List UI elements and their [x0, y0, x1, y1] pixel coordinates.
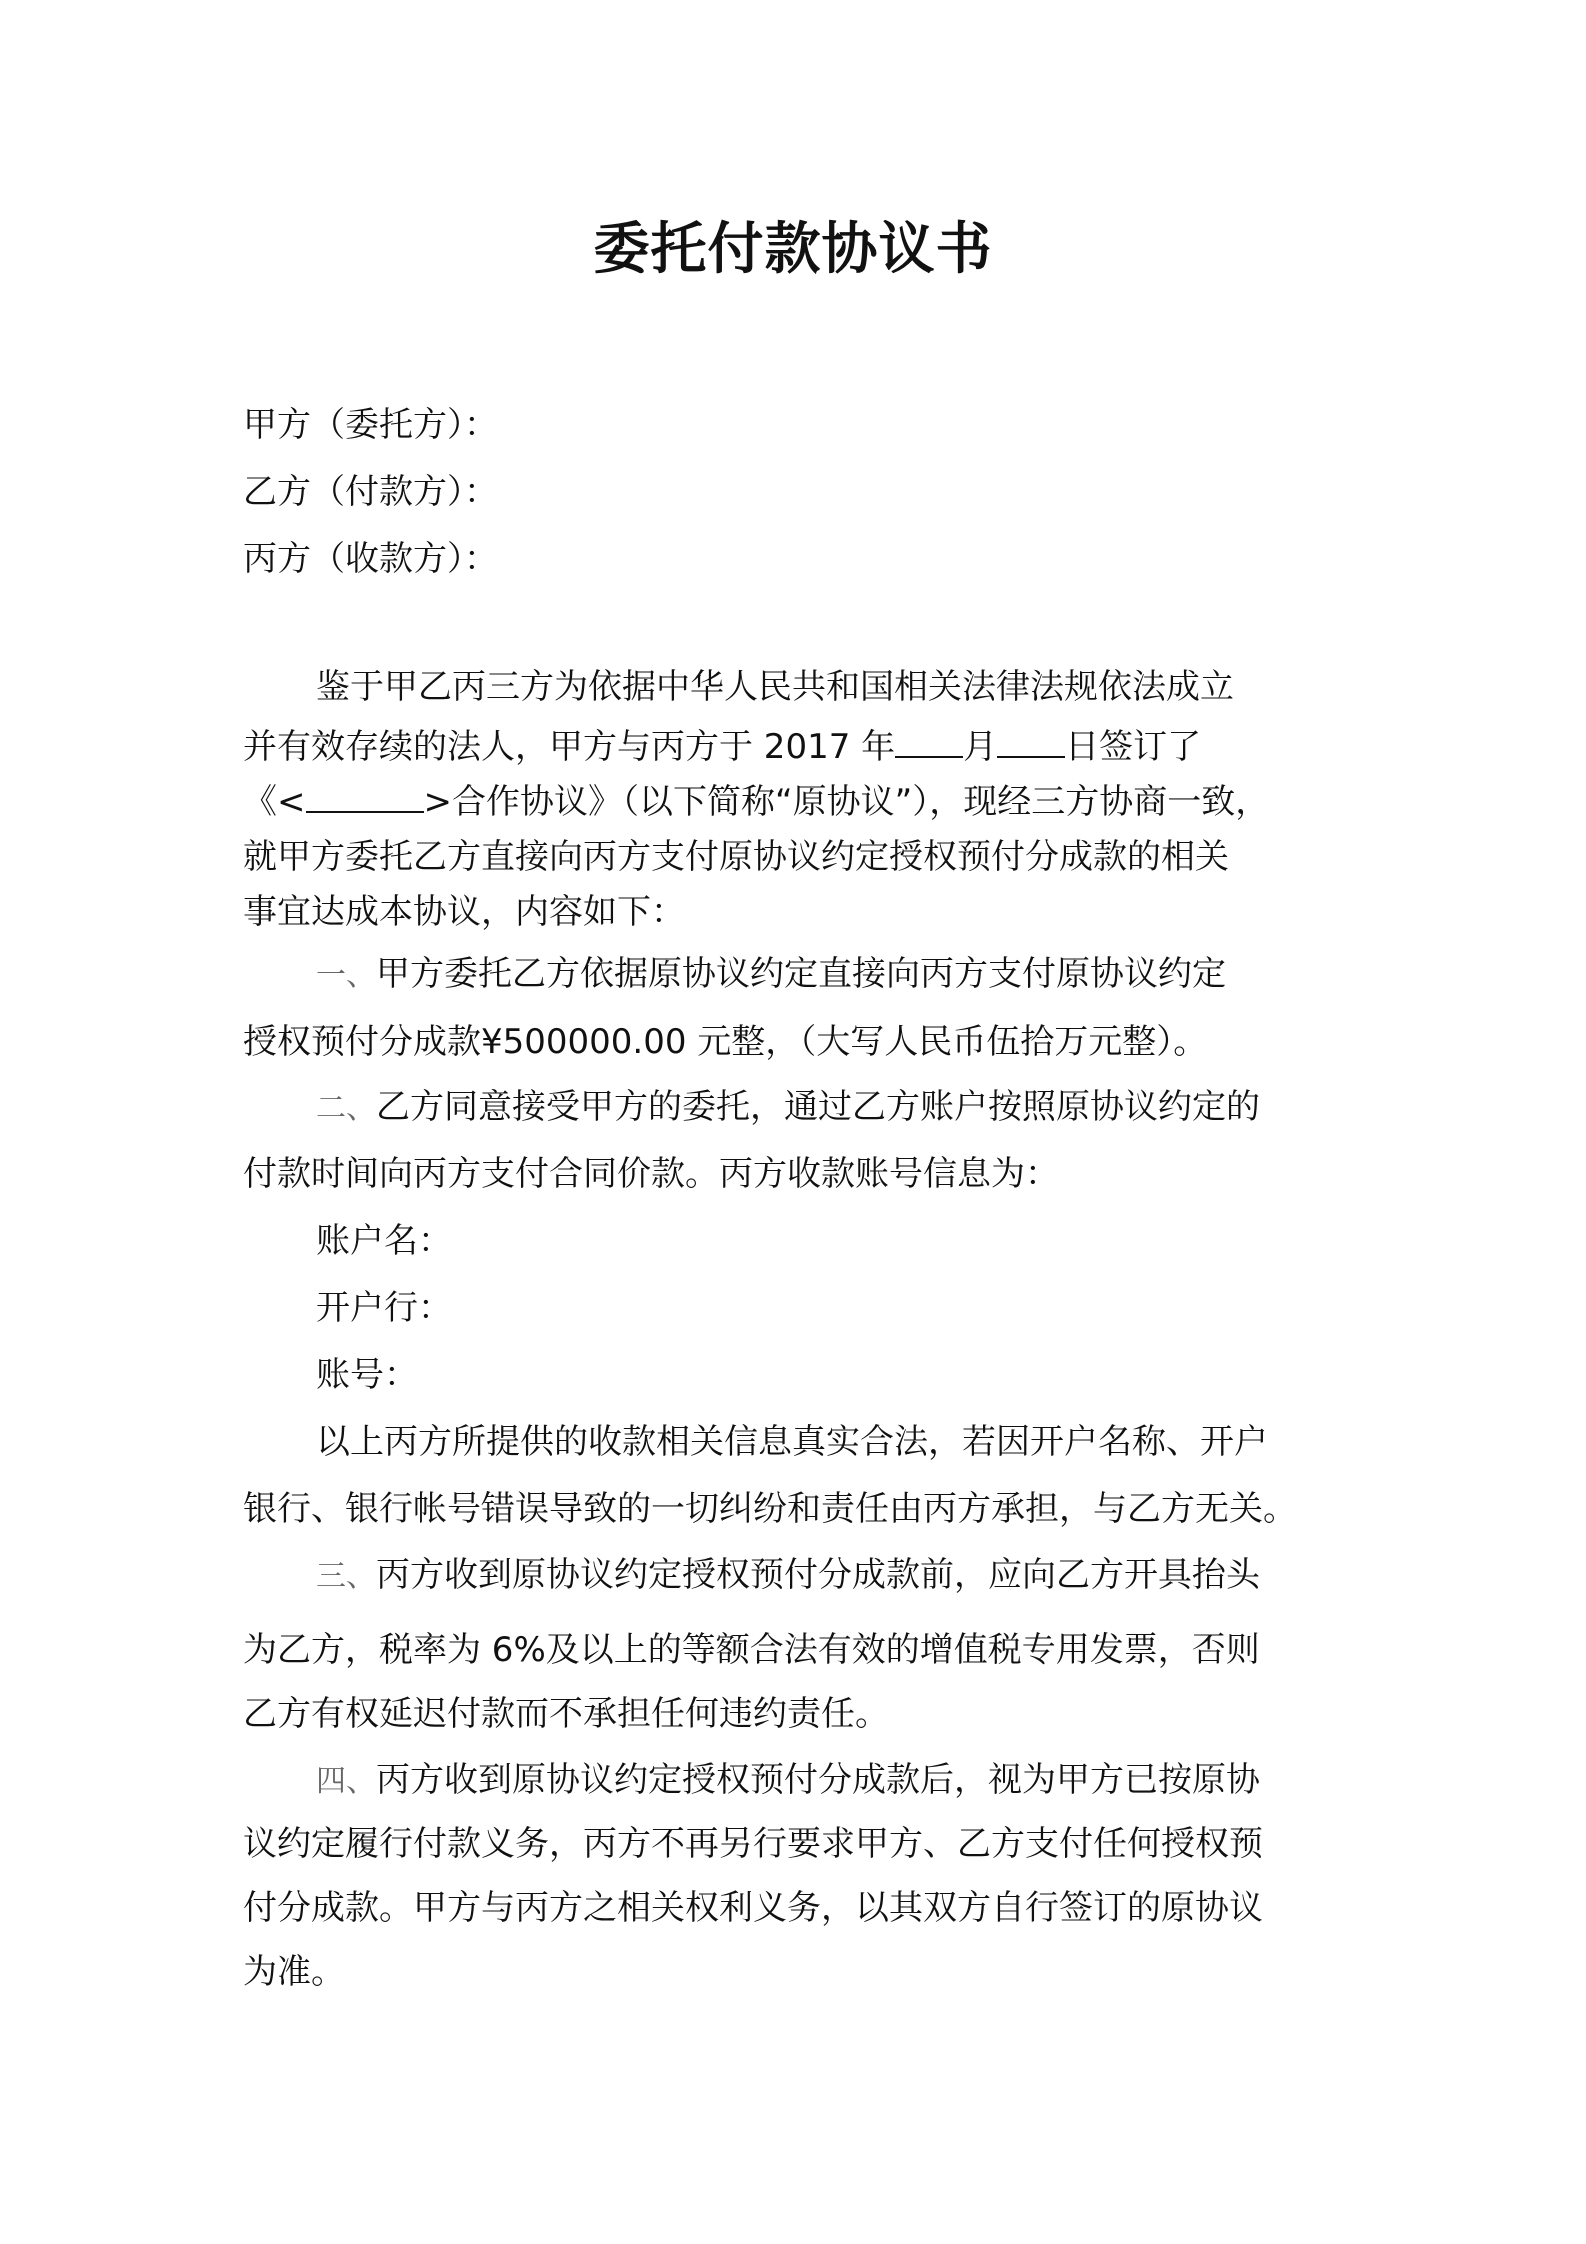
preamble-line-1: 鉴于甲乙丙三方为依据中华人民共和国相关法律法规依法成立 [316, 667, 1234, 707]
clause-1-line-1 [316, 952, 1226, 998]
clause-2-note-line-2: 银行、银行帐号错误导致的一切纠纷和责任由丙方承担，与乙方无关。 [243, 1489, 1297, 1529]
clause-3-number: 三、 [316, 1559, 376, 1594]
clause-4-line-1 [316, 1758, 1260, 1804]
party-c-line: 丙方（收款方）： [243, 539, 498, 579]
account-name-line: 账户名： [316, 1221, 452, 1261]
account-number-line: 账号： [316, 1355, 418, 1395]
clause-2-number: 二、 [316, 1091, 376, 1126]
clause-3-line-1 [316, 1553, 1260, 1599]
month-label: 月 [963, 727, 998, 767]
clause-1-number: 一、 [316, 958, 376, 993]
preamble-line-2 [243, 725, 1201, 769]
clause-3-line-2: 为乙方，税率为 6%及以上的等额合法有效的增值税专用发票，否则 [243, 1630, 1260, 1670]
clause-2-text: 乙方同意接受甲方的委托，通过乙方账户按照原协议约定的 [376, 1087, 1260, 1127]
party-b-line: 乙方（付款方）： [243, 472, 498, 512]
clause-2-line-1 [316, 1085, 1260, 1131]
agreement-name-close: >合作协议》（以下简称“原协议”），现经三方协商一致， [423, 782, 1270, 822]
agreement-name-open: 《< [243, 782, 306, 822]
clause-2-line-2: 付款时间向丙方支付合同价款。丙方收款账号信息为： [243, 1154, 1059, 1194]
clause-3-line-3: 乙方有权延迟付款而不承担任何违约责任。 [243, 1694, 889, 1734]
document-title: 委托付款协议书 [593, 217, 993, 282]
clause-4-line-2: 议约定履行付款义务，丙方不再另行要求甲方、乙方支付任何授权预 [243, 1824, 1263, 1864]
preamble-line-4: 就甲方委托乙方直接向丙方支付原协议约定授权预付分成款的相关 [243, 837, 1229, 877]
day-blank [997, 726, 1065, 758]
preamble-line-3 [243, 780, 1269, 824]
clause-4-number: 四、 [316, 1764, 376, 1799]
day-label: 日签订了 [1065, 727, 1202, 767]
clause-4-line-4: 为准。 [243, 1952, 345, 1992]
preamble-date-text: 并有效存续的法人，甲方与丙方于 2017 年 [243, 727, 896, 767]
clause-1-line-2: 授权预付分成款¥500000.00 元整，（大写人民币伍拾万元整）。 [243, 1022, 1208, 1062]
clause-4-text: 丙方收到原协议约定授权预付分成款后，视为甲方已按原协 [376, 1760, 1260, 1800]
bank-line: 开户行： [316, 1288, 452, 1328]
preamble-line-5: 事宜达成本协议，内容如下： [243, 892, 685, 932]
agreement-name-blank [306, 781, 424, 813]
clause-2-note-line-1: 以上丙方所提供的收款相关信息真实合法，若因开户名称、开户 [316, 1422, 1268, 1462]
clause-3-text: 丙方收到原协议约定授权预付分成款前，应向乙方开具抬头 [376, 1555, 1260, 1595]
clause-1-text: 甲方委托乙方依据原协议约定直接向丙方支付原协议约定 [376, 954, 1226, 994]
party-a-line: 甲方（委托方）： [243, 405, 498, 445]
clause-4-line-3: 付分成款。甲方与丙方之相关权利义务，以其双方自行签订的原协议 [243, 1888, 1263, 1928]
month-blank [895, 726, 963, 758]
